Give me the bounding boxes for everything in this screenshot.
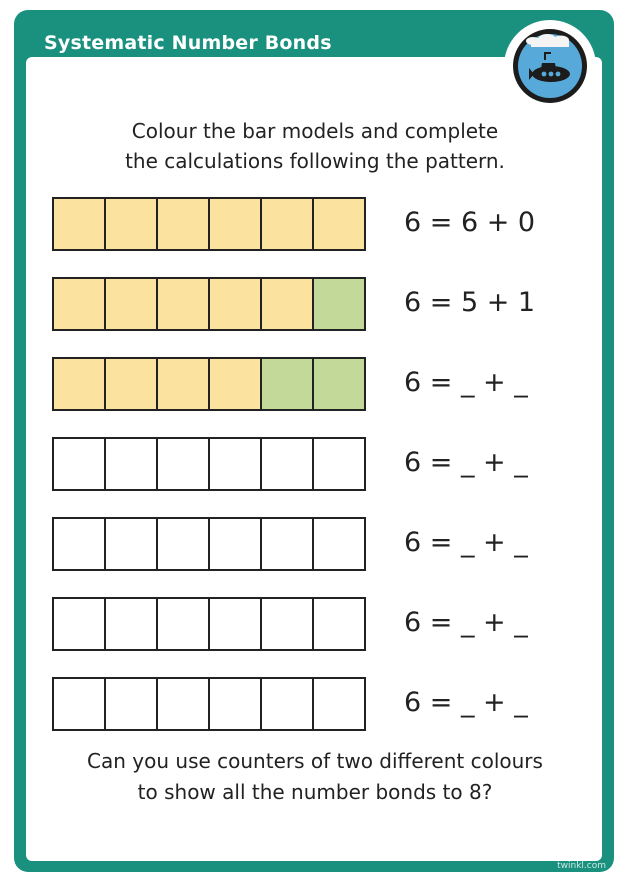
bar-cell[interactable] xyxy=(158,597,210,651)
bar-cell[interactable] xyxy=(262,197,314,251)
bar-model xyxy=(52,437,366,491)
bar-cell[interactable] xyxy=(314,597,366,651)
bar-cell[interactable] xyxy=(262,437,314,491)
bar-cell[interactable] xyxy=(210,597,262,651)
bar-cell[interactable] xyxy=(158,677,210,731)
bar-cell[interactable] xyxy=(262,597,314,651)
submarine-badge xyxy=(504,20,596,112)
bar-cell[interactable] xyxy=(54,597,106,651)
bar-cell[interactable] xyxy=(210,517,262,571)
bar-cell[interactable] xyxy=(106,677,158,731)
bar-cell[interactable] xyxy=(210,677,262,731)
bar-cell[interactable] xyxy=(158,277,210,331)
bar-cell[interactable] xyxy=(106,277,158,331)
bar-cell[interactable] xyxy=(106,437,158,491)
bar-cell[interactable] xyxy=(54,357,106,411)
bar-cell[interactable] xyxy=(314,277,366,331)
bar-cell[interactable] xyxy=(210,197,262,251)
bar-cell[interactable] xyxy=(314,437,366,491)
bar-model xyxy=(52,597,366,651)
bar-cell[interactable] xyxy=(314,197,366,251)
bar-model-row xyxy=(52,277,572,331)
calculation: 6 = _ + _ xyxy=(404,527,528,558)
instructions xyxy=(40,116,590,176)
instruction-line-2: the calculations following the pattern. xyxy=(125,149,505,173)
bar-cell[interactable] xyxy=(54,437,106,491)
bar-cell[interactable] xyxy=(210,277,262,331)
bar-cell[interactable] xyxy=(106,597,158,651)
bar-model-row xyxy=(52,517,572,571)
bar-model-row xyxy=(52,357,572,411)
bar-cell[interactable] xyxy=(314,517,366,571)
bar-cell[interactable] xyxy=(54,677,106,731)
bar-cell[interactable] xyxy=(54,197,106,251)
bar-model-row xyxy=(52,197,572,251)
calculation: 6 = 6 + 0 xyxy=(404,207,536,238)
bar-cell[interactable] xyxy=(54,277,106,331)
bar-model-row xyxy=(52,597,572,651)
bar-cell[interactable] xyxy=(158,357,210,411)
bar-cell[interactable] xyxy=(158,197,210,251)
worksheet-title: Systematic Number Bonds xyxy=(44,32,332,54)
submarine-icon xyxy=(511,27,589,105)
calculation: 6 = _ + _ xyxy=(404,447,528,478)
bar-model xyxy=(52,517,366,571)
bar-model xyxy=(52,197,366,251)
calculation: 6 = _ + _ xyxy=(404,687,528,718)
bar-cell[interactable] xyxy=(210,437,262,491)
bar-cell[interactable] xyxy=(314,677,366,731)
question-line-2: to show all the number bonds to 8? xyxy=(137,780,493,804)
extension-question xyxy=(40,746,590,808)
bar-model xyxy=(52,277,366,331)
bar-model-row xyxy=(52,677,572,731)
bar-cell[interactable] xyxy=(314,357,366,411)
bar-cell[interactable] xyxy=(262,277,314,331)
brand-watermark: twinkl.com xyxy=(557,861,606,871)
bar-cell[interactable] xyxy=(106,197,158,251)
bar-cell[interactable] xyxy=(54,517,106,571)
calculation: 6 = _ + _ xyxy=(404,607,528,638)
calculation: 6 = 5 + 1 xyxy=(404,287,536,318)
instruction-line-1: Colour the bar models and complete xyxy=(131,119,499,143)
bar-model xyxy=(52,677,366,731)
question-line-1: Can you use counters of two different colours xyxy=(87,749,543,773)
bar-model-row xyxy=(52,437,572,491)
bar-cell[interactable] xyxy=(262,677,314,731)
bar-cell[interactable] xyxy=(106,517,158,571)
bar-cell[interactable] xyxy=(262,357,314,411)
bar-cell[interactable] xyxy=(158,437,210,491)
bar-model xyxy=(52,357,366,411)
bar-cell[interactable] xyxy=(262,517,314,571)
calculation: 6 = _ + _ xyxy=(404,367,528,398)
bar-cell[interactable] xyxy=(158,517,210,571)
bar-cell[interactable] xyxy=(106,357,158,411)
bar-cell[interactable] xyxy=(210,357,262,411)
